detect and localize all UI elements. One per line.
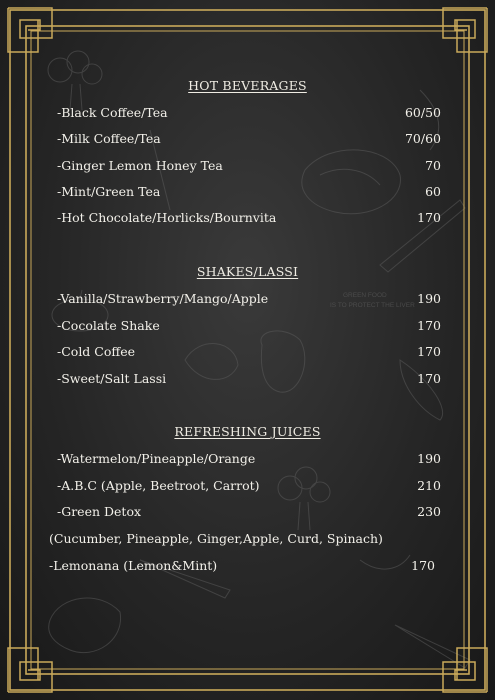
menu-item-price: 230 xyxy=(417,504,441,519)
menu-item-price: 190 xyxy=(417,451,441,466)
menu-item-price: 170 xyxy=(417,210,441,225)
menu-item-name: -Sweet/Salt Lassi xyxy=(57,371,167,386)
menu-item-name: -Hot Chocolate/Horlicks/Bournvita xyxy=(57,210,277,225)
menu-item-name: -Milk Coffee/Tea xyxy=(57,131,161,146)
corner-ornament-bottom-right xyxy=(443,648,487,692)
menu-item-name: -Green Detox xyxy=(57,504,142,519)
menu-item-price: 170 xyxy=(417,371,441,386)
corner-ornament-top-right xyxy=(443,8,487,52)
section-title-shakes-lassi: SHAKES/LASSI xyxy=(196,264,299,279)
menu-item-name: -Vanilla/Strawberry/Mango/Apple xyxy=(57,291,269,306)
menu-item-name: -Watermelon/Pineapple/Orange xyxy=(57,451,256,466)
menu-item-price: 70 xyxy=(425,158,441,173)
section-title-hot-beverages: HOT BEVERAGES xyxy=(188,78,307,93)
menu-item-price: 60/50 xyxy=(404,105,441,120)
corner-ornament-bottom-left xyxy=(8,648,52,692)
menu-item-price: 170 xyxy=(417,344,441,359)
menu-item-price: 190 xyxy=(417,291,441,306)
menu-item-price: 70/60 xyxy=(404,131,441,146)
menu-item-price: 170 xyxy=(417,318,441,333)
menu-item-name: (Cucumber, Pineapple, Ginger,Apple, Curd, Spinach) xyxy=(49,531,383,546)
menu-item-name: -Mint/Green Tea xyxy=(57,184,161,199)
watermark-line-1: GREEN FOOD xyxy=(343,292,387,299)
watermark-line-2: IS TO PROTECT THE LIVER xyxy=(330,302,415,309)
menu-item-name: -Lemonana (Lemon&Mint) xyxy=(49,558,218,573)
menu-item-name: -Cocolate Shake xyxy=(57,318,160,333)
menu-item-name: -Cold Coffee xyxy=(57,344,136,359)
menu-item-price: 60 xyxy=(425,184,441,199)
section-title-refreshing-juices: REFRESHING JUICES xyxy=(174,424,321,439)
menu-item-price: 170 xyxy=(411,558,435,573)
menu-item-name: -Ginger Lemon Honey Tea xyxy=(57,158,223,173)
menu-item-name: -A.B.C (Apple, Beetroot, Carrot) xyxy=(57,478,260,493)
menu-item-name: -Black Coffee/Tea xyxy=(57,105,168,120)
menu-item-price: 210 xyxy=(417,478,441,493)
corner-ornament-top-left xyxy=(8,8,52,52)
